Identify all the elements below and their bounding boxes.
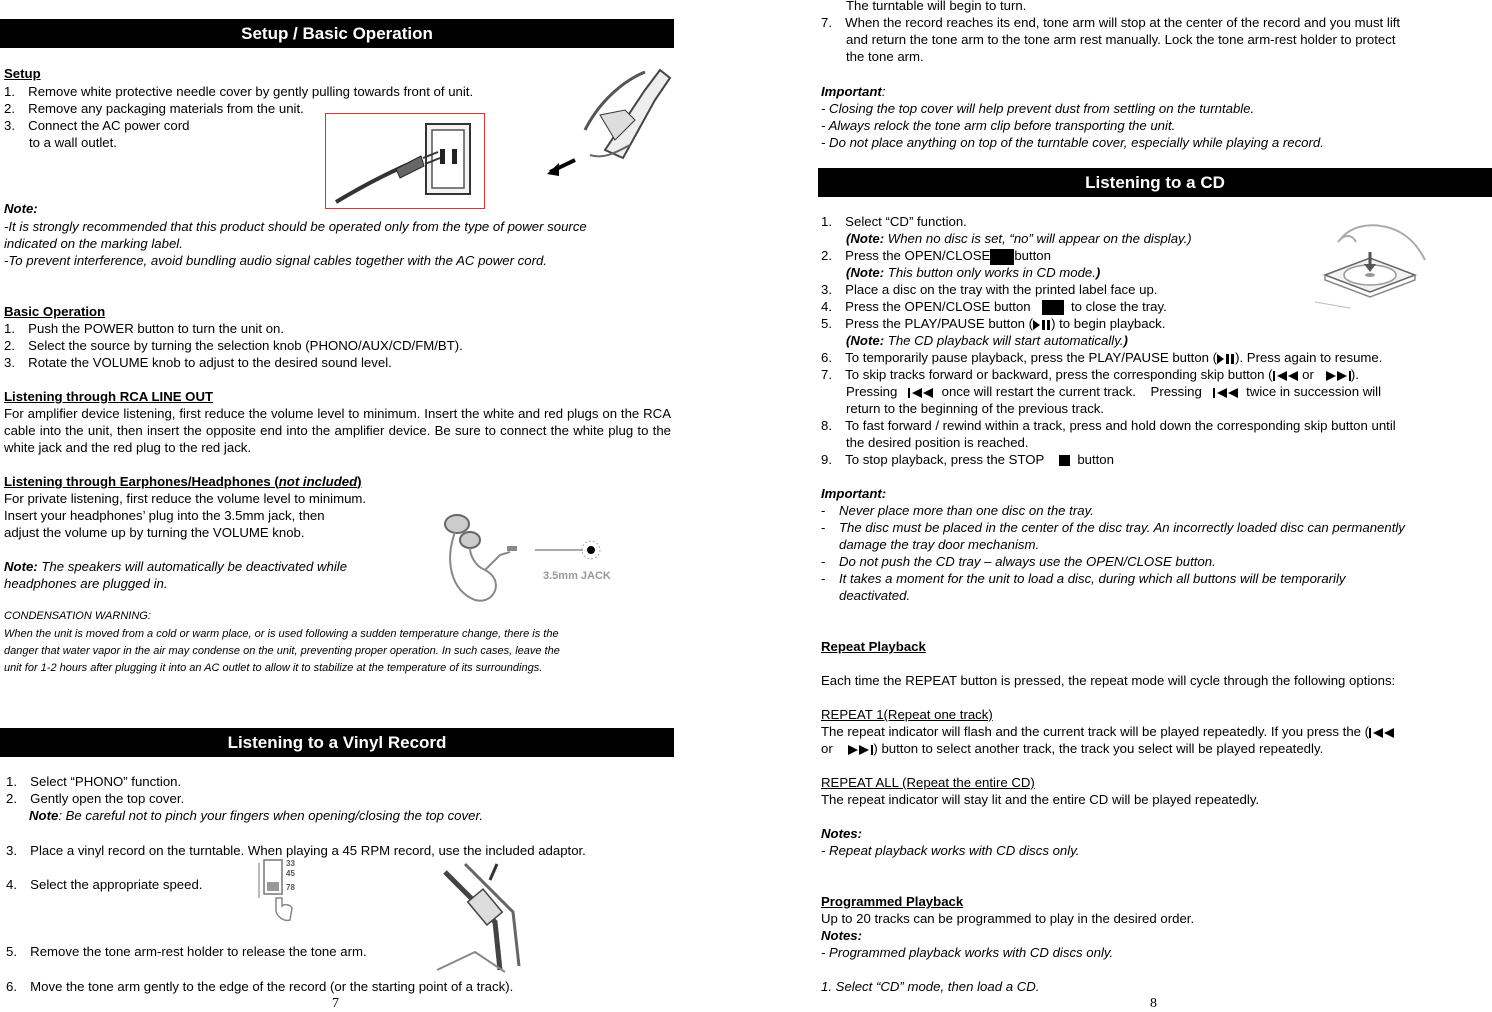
stop-icon — [1059, 455, 1070, 466]
cd-step-7-pressing-1: Pressing — [846, 384, 898, 399]
condensation-line-2: danger that water vapor in the air may condense on the unit, preventing proper operation. In such cases, leave the — [4, 645, 560, 657]
cd-note-close-2: ) — [1095, 265, 1101, 280]
repeat-notes-text: - Repeat playback works with CD discs only. — [821, 843, 1080, 858]
important-cd-3: - Do not push the CD tray – always use the OPEN/CLOSE button. — [821, 554, 1216, 569]
cd-step-2-text: 2. Press the OPEN/CLOSE — [821, 248, 991, 263]
cd-step-4-text: 4. Press the OPEN/CLOSE button — [821, 299, 1031, 314]
vinyl-turntable-begins: The turntable will begin to turn. — [846, 0, 1027, 13]
important-vinyl-label: Important: — [821, 84, 886, 99]
cd-note-label-1: (Note: — [846, 231, 885, 246]
programmed-notes-label: Notes: — [821, 928, 863, 943]
repeat-1-or: or — [821, 741, 833, 756]
cd-note-text-3: The CD playback will start automatically. — [884, 333, 1124, 348]
earphones-heading-text: Listening through Earphones/Headphones ( — [4, 474, 279, 489]
setup-step-3-cont: to a wall outlet. — [29, 135, 117, 150]
cd-step-4-text-2: to close the tray. — [1070, 299, 1167, 314]
open-close-icon — [990, 249, 1014, 265]
important-cd-2-text: The disc must be placed in the center of the disc tray. An incorrectly loaded disc can permanently — [839, 520, 1405, 535]
condensation-line-3: unit for 1-2 hours after plugging it into an AC outlet to allow it to stabilize at the temperature of its surroundings. — [4, 662, 543, 674]
speed-label-45: 45 — [286, 869, 295, 878]
repeat-notes-label: Notes: — [821, 826, 863, 841]
vinyl-note — [29, 807, 483, 824]
cd-step-7-line-2 — [846, 383, 1381, 400]
setup-section-bar: Setup / Basic Operation — [0, 19, 674, 48]
needle-cover-illustration — [545, 60, 675, 178]
cd-note-no-disc — [846, 230, 1192, 247]
important-cd-label: Important: — [821, 486, 887, 501]
important-cd-1-text: Never place more than one disc on the tray. — [839, 503, 1094, 518]
cd-note-cd-mode — [846, 264, 1100, 281]
cd-step-1: 1. Select “CD” function. — [821, 214, 967, 229]
important-vinyl-label-text: Important — [821, 84, 882, 99]
vinyl-step-7-line-2: and return the tone arm to the tone arm rest manually. Lock the tone arm-rest holder to protect — [846, 32, 1396, 47]
page-number-left: 7 — [332, 996, 339, 1011]
basic-step-3: 3. Rotate the VOLUME knob to adjust to the desired sound level. — [4, 355, 392, 370]
repeat-1-heading: REPEAT 1(Repeat one track) — [821, 707, 993, 722]
earphones-heading-close: ) — [357, 474, 362, 489]
rca-paragraph: For amplifier device listening, first reduce the volume level to minimum. Insert the white and red plugs on the RCA cable into the unit, then insert the opposite end into the amplifier device. Be sure to connect the white plug to the white jack and the red plug to the red jack. — [4, 406, 671, 455]
tone-arm-illustration — [435, 862, 525, 974]
vinyl-step-2: 2. Gently open the top cover. — [6, 791, 185, 806]
important-cd-4-text: It takes a moment for the unit to load a disc, during which all buttons will be temporarily — [839, 571, 1346, 586]
open-close-icon-2 — [1042, 300, 1064, 315]
play-pause-icon-2 — [1217, 354, 1235, 364]
cd-section-bar: Listening to a CD — [818, 168, 1492, 197]
condensation-line-1: When the unit is moved from a cold or warm place, or is used following a sudden temperature change, there is the — [4, 628, 559, 640]
earphones-line-1: For private listening, first reduce the volume level to minimum. — [4, 491, 367, 506]
important-cd-1: - Never place more than one disc on the tray. — [821, 503, 1094, 518]
cd-note-close-3: ) — [1123, 333, 1128, 348]
cd-step-6-text: 6. To temporarily pause playback, press the PLAY/PAUSE button ( — [821, 350, 1218, 365]
note-line-1: -It is strongly recommended that this product should be operated only from the type of power source — [4, 219, 587, 234]
earphones-heading — [4, 473, 362, 490]
important-vinyl-1: - Closing the top cover will help prevent dust from settling on the turntable. — [821, 101, 1255, 116]
important-cd-4: - It takes a moment for the unit to load a disc, during which all buttons will be temporarily — [821, 571, 1346, 586]
cd-step-6-text-2: ). Press again to resume. — [1235, 350, 1383, 365]
vinyl-section-bar: Listening to a Vinyl Record — [0, 728, 674, 757]
cd-tray-illustration — [1310, 220, 1430, 312]
cd-step-5-text: 5. Press the PLAY/PAUSE button ( — [821, 316, 1034, 331]
speed-label-33: 33 — [286, 859, 295, 868]
skip-back-icon-2 — [908, 388, 934, 398]
cd-step-9 — [821, 451, 1114, 468]
cd-note-auto — [846, 332, 1128, 349]
repeat-1-line-2 — [821, 740, 1323, 757]
skip-forward-icon-2 — [847, 745, 873, 755]
programmed-step-1: 1. Select “CD” mode, then load a CD. — [821, 979, 1040, 994]
speed-label-78: 78 — [286, 883, 295, 892]
speaker-note-line-1 — [4, 558, 347, 575]
cd-step-3: 3. Place a disc on the tray with the printed label face up. — [821, 282, 1158, 297]
vinyl-step-4: 4. Select the appropriate speed. — [6, 877, 203, 892]
important-vinyl-3: - Do not place anything on top of the turntable cover, especially while playing a record. — [821, 135, 1324, 150]
cd-step-7-pressing-2: Pressing — [1150, 384, 1202, 399]
note-line-2: indicated on the marking label. — [4, 236, 183, 251]
cd-step-7-line-3: return to the beginning of the previous track. — [846, 401, 1105, 416]
skip-back-icon-3 — [1213, 388, 1239, 398]
vinyl-note-text: : Be careful not to pinch your fingers when opening/closing the top cover. — [58, 808, 484, 823]
repeat-1-line-1 — [821, 723, 1395, 740]
cd-note-label-2: (Note: — [846, 265, 885, 280]
cd-step-6 — [821, 349, 1382, 366]
cd-step-7 — [821, 366, 1359, 383]
setup-step-1: 1. Remove white protective needle cover by gently pulling towards front of unit. — [4, 84, 474, 99]
earphones-not-included: not included — [278, 474, 358, 489]
cd-step-7-restart: once will restart the current track. — [941, 384, 1136, 399]
cd-step-9-text: 9. To stop playback, press the STOP — [821, 452, 1045, 467]
headphones-jack-illustration — [425, 510, 655, 610]
cd-step-5-text-2: ) to begin playback. — [1051, 316, 1166, 331]
vinyl-step-3: 3. Place a vinyl record on the turntable. When playing a 45 RPM record, use the included adaptor. — [6, 843, 586, 858]
page-number-right: 8 — [1150, 996, 1157, 1011]
jack-label: 3.5mm JACK — [543, 570, 611, 582]
vinyl-step-5: 5. Remove the tone arm-rest holder to release the tone arm. — [6, 944, 367, 959]
repeat-1-text-2: ) button to select another track, the track you select will be played repeatedly. — [873, 741, 1324, 756]
power-plug-illustration — [325, 113, 485, 209]
important-cd-3-text: Do not push the CD tray – always use the OPEN/CLOSE button. — [839, 554, 1216, 569]
vinyl-step-7: 7. When the record reaches its end, tone arm will stop at the center of the record and you must lift — [821, 15, 1401, 30]
note-label: Note: — [4, 201, 38, 216]
speaker-note-label: Note: — [4, 559, 38, 574]
cd-step-2 — [821, 247, 1051, 265]
cd-step-2-button-word: button — [1014, 248, 1051, 263]
cd-step-4 — [821, 298, 1167, 315]
cd-step-9-button-word: button — [1077, 452, 1114, 467]
important-cd-2: - The disc must be placed in the center of the disc tray. An incorrectly loaded disc can permanently — [821, 520, 1405, 535]
cd-step-7-close: ). — [1350, 367, 1359, 382]
cd-step-5 — [821, 315, 1165, 332]
vinyl-step-7-line-3: the tone arm. — [846, 49, 924, 64]
rca-heading: Listening through RCA LINE OUT — [4, 389, 214, 404]
speaker-note-text: The speakers will automatically be deactivated while — [37, 559, 348, 574]
cd-step-8-line-2: the desired position is reached. — [846, 435, 1029, 450]
setup-step-3: 3. Connect the AC power cord — [4, 118, 190, 133]
basic-step-1: 1. Push the POWER button to turn the unit on. — [4, 321, 285, 336]
cd-note-label-3: (Note: — [846, 333, 885, 348]
skip-back-icon — [1273, 371, 1299, 381]
cd-step-7-twice: twice in succession will — [1246, 384, 1382, 399]
programmed-playback-text: Up to 20 tracks can be programmed to play in the desired order. — [821, 911, 1195, 926]
repeat-all-heading: REPEAT ALL (Repeat the entire CD) — [821, 775, 1035, 790]
repeat-1-text: The repeat indicator will flash and the current track will be played repeatedly. If you press the ( — [821, 724, 1370, 739]
speaker-note-line-2: headphones are plugged in. — [4, 576, 168, 591]
cd-step-7-or: or — [1298, 367, 1318, 382]
basic-step-2: 2. Select the source by turning the selection knob (PHONO/AUX/CD/FM/BT). — [4, 338, 463, 353]
skip-forward-icon — [1325, 371, 1351, 381]
important-cd-2-line-2: damage the tray door mechanism. — [839, 537, 1040, 552]
programmed-notes-text: - Programmed playback works with CD discs only. — [821, 945, 1114, 960]
condensation-title: CONDENSATION WARNING: — [4, 610, 151, 622]
setup-step-2: 2. Remove any packaging materials from the unit. — [4, 101, 304, 116]
earphones-line-2: Insert your headphones’ plug into the 3.5mm jack, then — [4, 508, 325, 523]
earphones-line-3: adjust the volume up by turning the VOLUME knob. — [4, 525, 305, 540]
play-pause-icon — [1033, 320, 1051, 330]
cd-step-8: 8. To fast forward / rewind within a track, press and hold down the corresponding skip button until — [821, 418, 1396, 433]
important-cd-4-line-2: deactivated. — [839, 588, 911, 603]
cd-step-7-text: 7. To skip tracks forward or backward, press the corresponding skip button ( — [821, 367, 1273, 382]
cd-note-text-1: When no disc is set, “no” will appear on the display.) — [884, 231, 1192, 246]
programmed-playback-heading: Programmed Playback — [821, 894, 964, 909]
repeat-intro: Each time the REPEAT button is pressed, the repeat mode will cycle through the following options: — [821, 673, 1396, 688]
basic-operation-heading: Basic Operation — [4, 304, 106, 319]
skip-back-icon-4 — [1369, 728, 1395, 738]
important-vinyl-2: - Always relock the tone arm clip before transporting the unit. — [821, 118, 1176, 133]
repeat-all-text: The repeat indicator will stay lit and the entire CD will be played repeatedly. — [821, 792, 1260, 807]
vinyl-step-6: 6. Move the tone arm gently to the edge of the record (or the starting point of a track). — [6, 979, 514, 994]
cd-note-text-2: This button only works in CD mode. — [884, 265, 1096, 280]
vinyl-note-label: Note — [29, 808, 59, 823]
note-line-3: -To prevent interference, avoid bundling audio signal cables together with the AC power cord. — [4, 253, 547, 268]
vinyl-step-1: 1. Select “PHONO” function. — [6, 774, 182, 789]
setup-heading: Setup — [4, 66, 41, 81]
repeat-playback-heading: Repeat Playback — [821, 639, 926, 654]
